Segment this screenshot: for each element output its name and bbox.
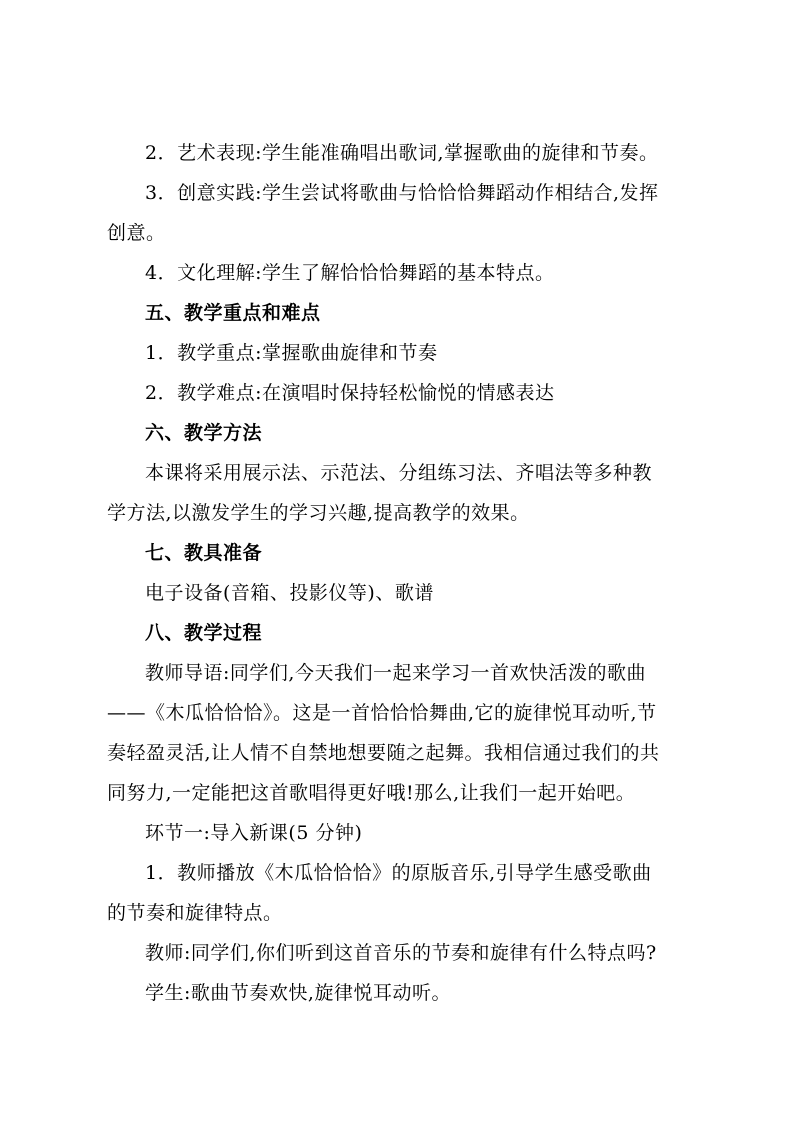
text-line-teacher-intro: 教师导语:同学们,今天我们一起来学习一首欢快活泼的歌曲: [145, 662, 646, 684]
text-line-teacher-intro-cont-3: 同努力,一定能把这首歌唱得更好哦!那么,让我们一起开始吧。: [107, 782, 636, 804]
text-line-creative-practice-cont: 创意。: [107, 222, 166, 244]
text-line-creative-practice: 3．创意实践:学生尝试将歌曲与恰恰恰舞蹈动作相结合,发挥: [145, 182, 659, 204]
text-line-methods: 本课将采用展示法、示范法、分组练习法、齐唱法等多种教: [145, 462, 653, 484]
document-body: [107, 133, 697, 1013]
text-line-cultural-understanding: 4．文化理解:学生了解恰恰恰舞蹈的基本特点。: [145, 262, 555, 284]
text-line-student-answer: 学生:歌曲节奏欢快,旋律悦耳动听。: [145, 982, 451, 1004]
text-line-step-one-item: 1．教师播放《木瓜恰恰恰》的原版音乐,引导学生感受歌曲: [145, 862, 652, 884]
text-line-difficulty: 2．教学难点:在演唱时保持轻松愉悦的情感表达: [145, 382, 555, 404]
text-line-key-point: 1．教学重点:掌握歌曲旋律和节奏: [145, 342, 438, 364]
section-heading-methods: 六、教学方法: [145, 422, 263, 444]
text-line-art-expression: 2．艺术表现:学生能准确唱出歌词,掌握歌曲的旋律和节奏。: [145, 142, 659, 164]
text-line-step-one-item-cont: 的节奏和旋律特点。: [107, 902, 283, 924]
text-line-methods-cont: 学方法,以激发学生的学习兴趣,提高教学的效果。: [107, 502, 530, 524]
section-heading-materials: 七、教具准备: [145, 542, 263, 564]
text-line-teacher-question: 教师:同学们,你们听到这首音乐的节奏和旋律有什么特点吗?: [145, 942, 657, 964]
text-line-teacher-intro-cont-2: 奏轻盈灵活,让人情不自禁地想要随之起舞。我相信通过我们的共: [107, 742, 660, 764]
section-heading-process: 八、教学过程: [145, 622, 263, 644]
text-line-materials: 电子设备(音箱、投影仪等)、歌谱: [145, 582, 434, 604]
section-heading-key-points: 五、教学重点和难点: [145, 302, 321, 324]
text-line-step-one: 环节一:导入新课(5 分钟): [145, 822, 363, 844]
text-line-teacher-intro-cont-1: ——《木瓜恰恰恰》。这是一首恰恰恰舞曲,它的旋律悦耳动听,节: [107, 702, 657, 724]
